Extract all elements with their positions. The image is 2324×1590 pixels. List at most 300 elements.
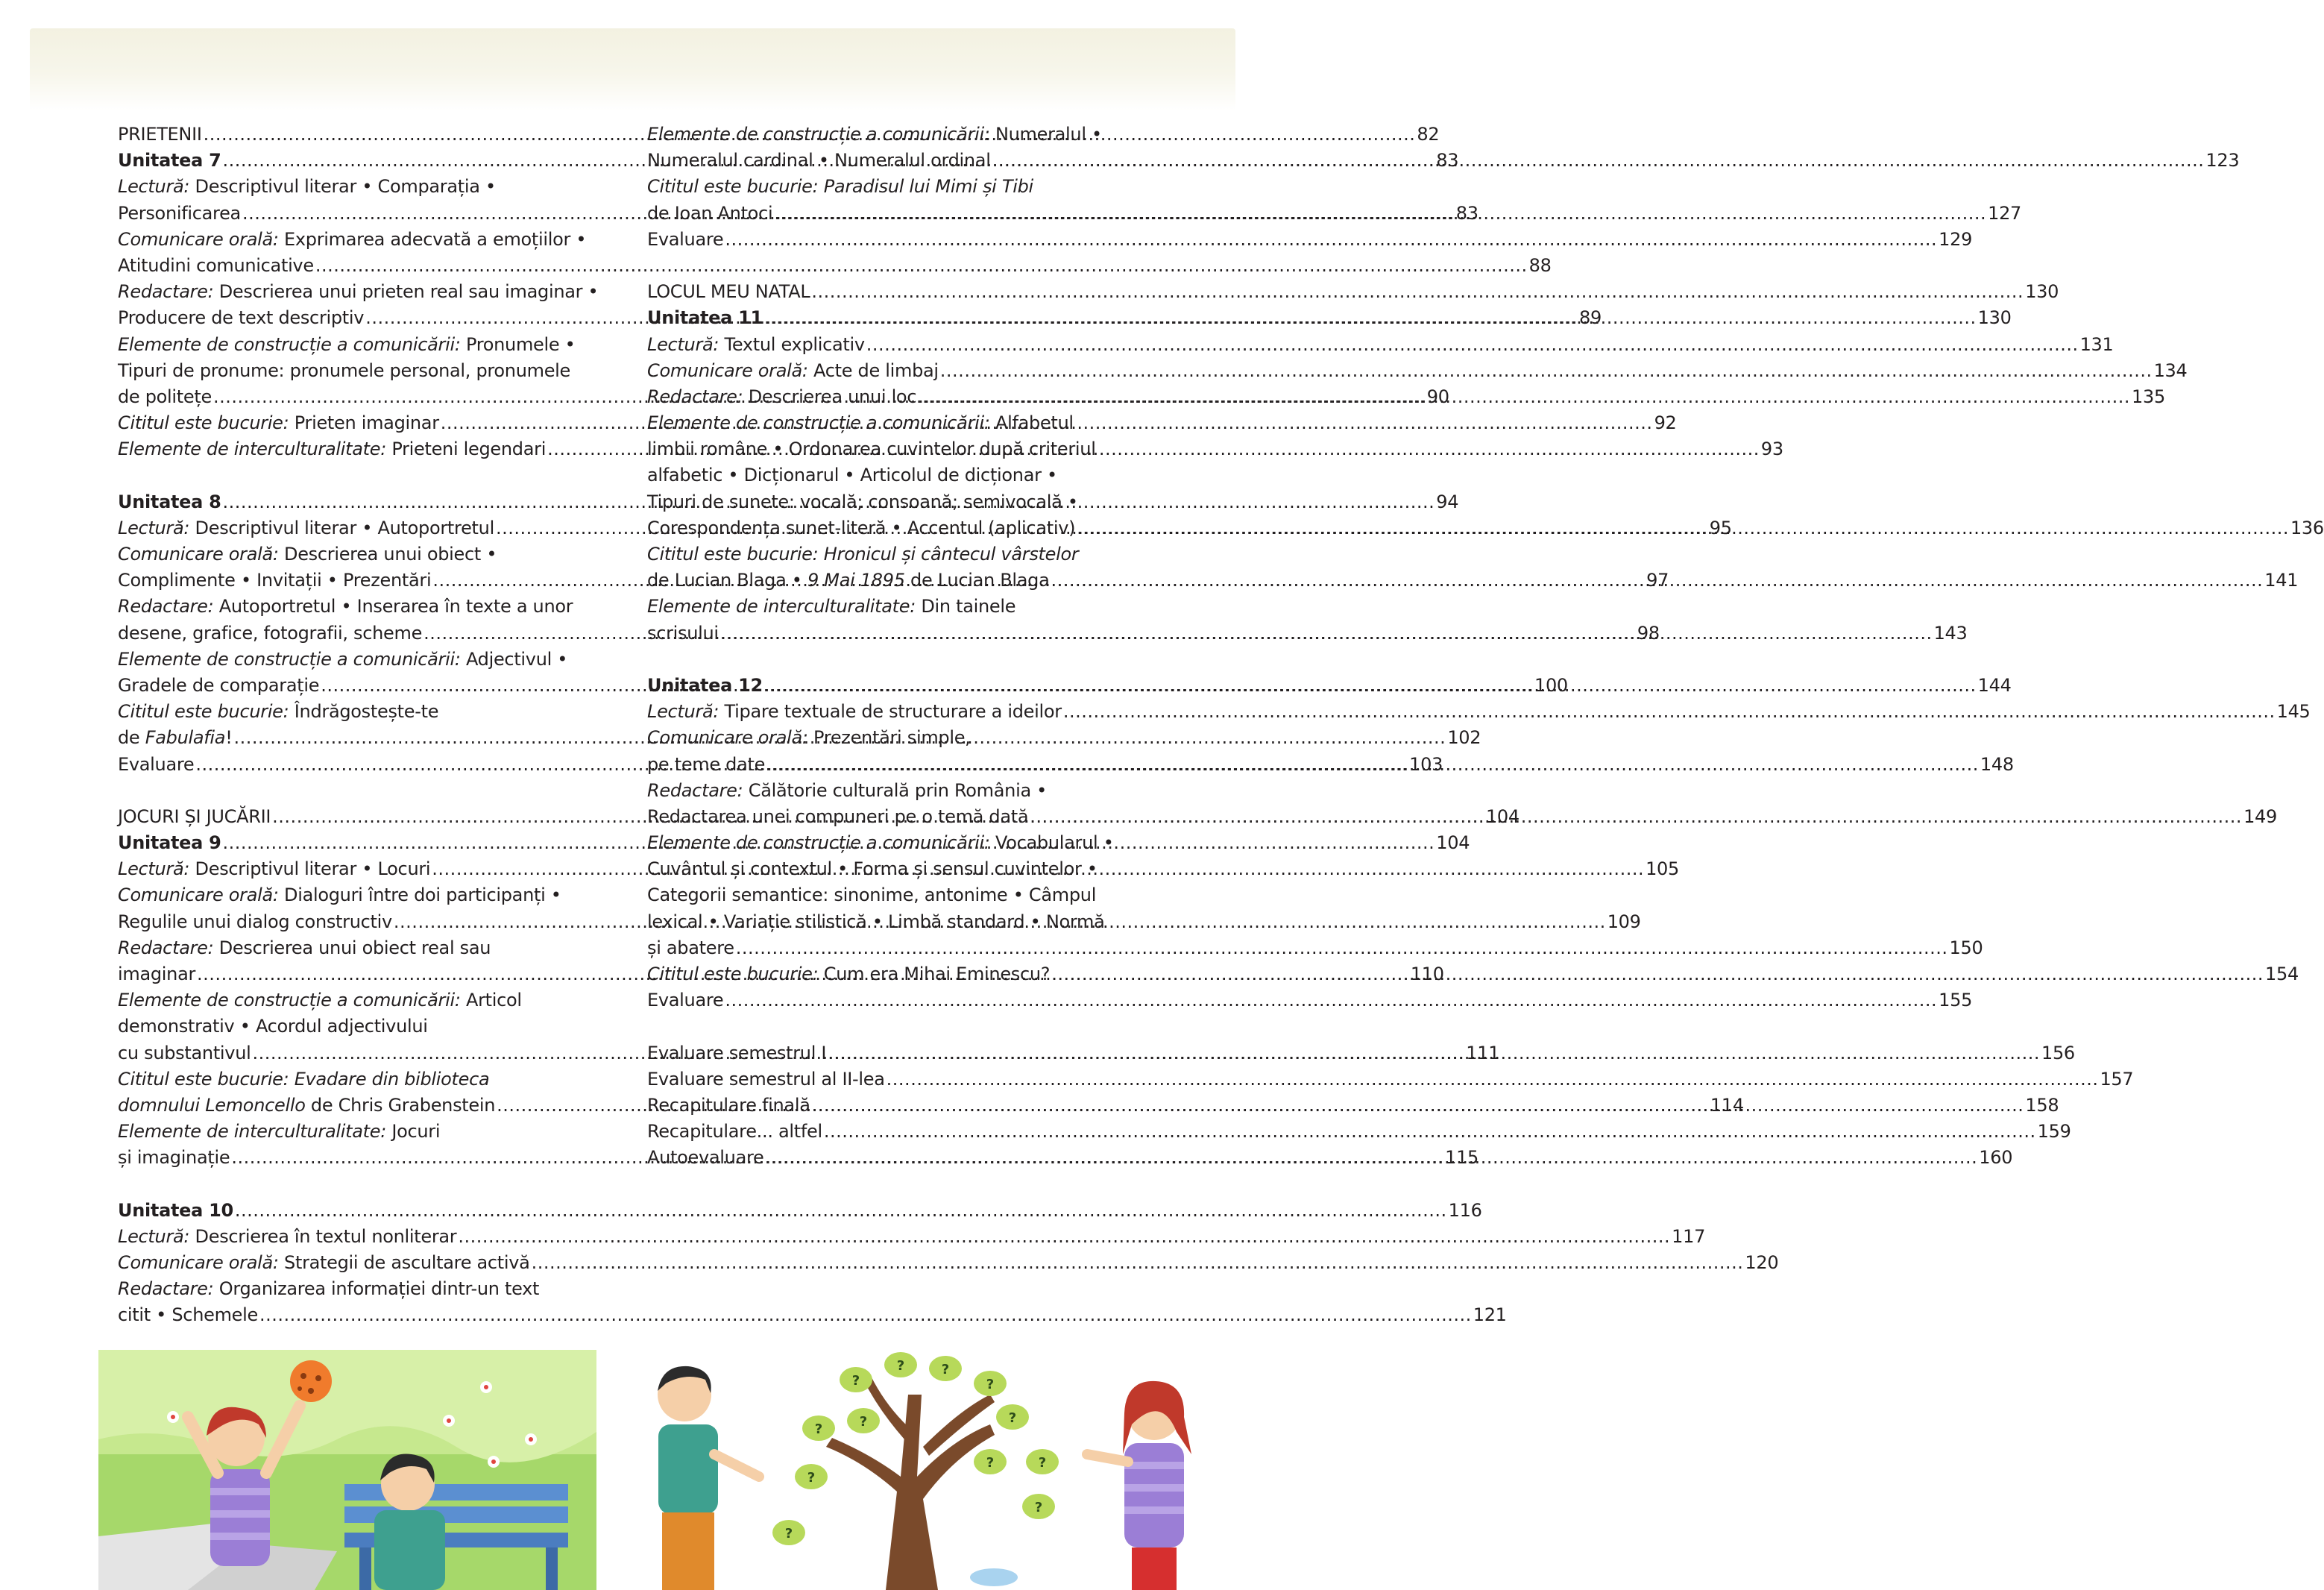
toc-entry xyxy=(647,544,1145,570)
toc-entry xyxy=(118,1121,616,1147)
toc-page-number: 144 xyxy=(1977,674,2012,696)
toc-entry-text xyxy=(118,1069,489,1090)
toc-leader-dots xyxy=(1030,806,2242,827)
toc-text-part: Lectură: xyxy=(118,517,190,538)
toc-entry xyxy=(647,911,1145,937)
svg-text:?: ? xyxy=(859,1414,868,1430)
toc-text-part: Lectură: xyxy=(118,1225,190,1247)
toc-text-part: de xyxy=(118,727,145,749)
toc-entry xyxy=(118,1304,1507,1330)
toc-entry xyxy=(118,360,616,386)
toc-entry-text xyxy=(647,780,1047,801)
toc-text-part: Elemente de construcție a comunicării: xyxy=(118,648,461,670)
toc-entry-text xyxy=(647,1069,885,1090)
toc-entry xyxy=(118,334,616,360)
toc-page-number: 143 xyxy=(1933,622,1968,644)
toc-text-part: Cititul este bucurie: xyxy=(118,701,289,723)
toc-entry xyxy=(647,491,1145,518)
toc-entry-text xyxy=(647,1147,764,1168)
toc-text-part: Articol xyxy=(460,990,522,1011)
toc-page-number: 159 xyxy=(2037,1121,2071,1143)
toc-text-part: Unitatea 9 xyxy=(118,832,221,854)
toc-entry-text xyxy=(647,176,1033,197)
toc-text-part: LOCUL MEU NATAL xyxy=(647,281,810,303)
toc-text-part: Prieteni legendari xyxy=(386,439,547,460)
toc-text-part: Tipuri de pronume: pronumele personal, pronumele xyxy=(118,359,571,381)
toc-entry-text xyxy=(647,334,865,355)
toc-entry-text xyxy=(118,596,573,617)
toc-page-number: 104 xyxy=(1436,832,1470,854)
toc-leader-dots xyxy=(887,1069,2099,1090)
toc-text-part: pe teme date xyxy=(647,753,766,775)
toc-text-part: Redactare: xyxy=(647,386,743,407)
toc-text-part: Comunicare orală: xyxy=(118,1252,279,1274)
svg-text:?: ? xyxy=(851,1373,860,1389)
toc-page-number: 92 xyxy=(1654,412,1677,434)
toc-text-part: Elemente de interculturalitate: xyxy=(118,439,386,460)
toc-page-number: 110 xyxy=(1410,964,1444,984)
toc-text-part: Descrierea unui obiect real sau xyxy=(213,937,491,958)
toc-text-part: Autoevaluare xyxy=(647,1147,764,1169)
toc-page-number: 109 xyxy=(1607,911,1641,932)
toc-text-part: Textul explicativ xyxy=(719,333,865,355)
toc-entry-text xyxy=(118,150,221,171)
toc-entry-text xyxy=(647,544,1078,565)
toc-text-part: Lectură: xyxy=(647,333,719,355)
toc-text-part: cu substantivul xyxy=(118,1042,251,1063)
toc-text-part: Descrierea în textul nonliterar xyxy=(189,1225,457,1247)
toc-entry xyxy=(647,412,1145,439)
toc-page-number: 120 xyxy=(1745,1252,1779,1274)
toc-page-number: 136 xyxy=(2290,517,2324,538)
toc-spacer xyxy=(647,255,1145,281)
toc-leader-dots xyxy=(725,990,1937,1011)
toc-entry-text xyxy=(118,701,438,722)
toc-text-part: Unitatea 7 xyxy=(118,150,221,172)
toc-page-number: 100 xyxy=(1534,674,1568,696)
toc-text-part: Vocabularul • xyxy=(989,832,1114,854)
toc-leader-dots xyxy=(1077,518,2289,538)
toc-leader-dots xyxy=(1051,570,2264,591)
toc-leader-dots xyxy=(766,754,1979,775)
toc-entry-text xyxy=(118,754,194,775)
boy-pointing xyxy=(658,1366,759,1590)
toc-entry-text xyxy=(647,1121,822,1142)
toc-leader-dots xyxy=(1063,701,2276,722)
toc-entry xyxy=(118,1225,1706,1252)
toc-text-part: Categorii semantice: sinonime, antonime • Câmpul xyxy=(647,884,1097,906)
toc-page-number: 158 xyxy=(2025,1094,2059,1116)
toc-entry-text xyxy=(118,911,392,932)
toc-entry xyxy=(647,281,2059,307)
toc-text-part: Jocuri xyxy=(386,1121,441,1143)
toc-text-part: Lectură: xyxy=(118,858,190,880)
toc-entry xyxy=(118,281,616,307)
toc-page-number: 148 xyxy=(1980,753,2014,775)
toc-text-part: Tipare textuale de structurare a ideilor xyxy=(719,701,1062,723)
toc-leader-dots xyxy=(811,281,2024,302)
toc-entry xyxy=(647,1068,2134,1095)
svg-text:?: ? xyxy=(1008,1410,1017,1426)
toc-text-part: Corespondența sunet-literă • Accentul (aplicativ) xyxy=(647,517,1076,538)
toc-text-part: Evaluare semestrul I xyxy=(647,1042,827,1063)
toc-text-part: Descriptivul literar • Comparația • xyxy=(189,176,496,198)
toc-entry xyxy=(118,884,616,911)
toc-text-part: Cuvântul și contextul • Forma și sensul cuvintelor • xyxy=(647,858,1098,880)
toc-text-part: Comunicare orală: xyxy=(118,884,279,906)
toc-text-part: Elemente de construcție a comunicării: xyxy=(647,412,990,434)
toc-entry-text xyxy=(118,203,241,224)
toc-entry-text xyxy=(118,124,202,145)
toc-text-part: de Chris Grabenstein xyxy=(305,1094,496,1116)
toc-entry-text xyxy=(647,307,763,328)
toc-entry-text xyxy=(118,570,431,591)
toc-leader-dots xyxy=(992,150,2205,171)
toc-page-number: 130 xyxy=(1977,307,2012,329)
toc-text-part: Numeralul cardinal • Numeralul ordinal xyxy=(647,150,991,172)
toc-leader-dots xyxy=(940,360,2153,381)
toc-text-part: Comunicare orală: xyxy=(118,544,279,565)
toc-text-part: Evaluare xyxy=(647,228,724,250)
svg-text:?: ? xyxy=(896,1358,905,1374)
toc-leader-dots xyxy=(764,675,1977,696)
children-question-tree-icon xyxy=(640,1350,1206,1590)
toc-entry-text xyxy=(647,570,1050,591)
toc-entry-text xyxy=(118,439,546,459)
svg-text:?: ? xyxy=(1034,1500,1043,1515)
toc-entry-text xyxy=(118,964,195,984)
toc-text-part: alfabetic • Dicționarul • Articolul de dicționar • xyxy=(647,465,1057,486)
toc-page-number: 130 xyxy=(2025,281,2059,303)
toc-entry-text xyxy=(118,1095,495,1116)
toc-entry xyxy=(647,596,1145,622)
toc-page-number: 94 xyxy=(1436,491,1459,512)
toc-leader-dots xyxy=(866,334,2079,355)
toc-entry-text xyxy=(647,858,1098,879)
toc-text-part: Cititul este bucurie: xyxy=(647,964,819,984)
toc-text-part: Evaluare xyxy=(118,753,195,775)
toc-text-part: Alfabetul xyxy=(989,412,1074,434)
toc-text-part: PRIETENII xyxy=(118,124,202,145)
toc-text-part: Evaluare semestrul al II-lea xyxy=(647,1068,885,1090)
toc-entry-text xyxy=(118,176,496,197)
toc-text-part: Redactarea unei compuneri pe o temă dată xyxy=(647,805,1029,827)
svg-text:?: ? xyxy=(941,1362,950,1377)
toc-entry-text xyxy=(118,649,567,670)
toc-entry xyxy=(647,701,2311,727)
toc-entry xyxy=(647,937,1983,964)
toc-entry-text xyxy=(647,465,1057,486)
toc-spacer xyxy=(647,1016,1145,1042)
toc-entry-text xyxy=(118,544,497,565)
svg-text:?: ? xyxy=(986,1377,995,1392)
toc-text-part: Gradele de comparație xyxy=(118,674,320,696)
toc-entry-text xyxy=(118,412,439,433)
toc-text-part: Comunicare orală: xyxy=(647,359,808,381)
top-decorative-band xyxy=(30,28,1235,110)
toc-entry-text xyxy=(647,386,916,407)
toc-page-number: 149 xyxy=(2243,805,2277,827)
toc-entry-text xyxy=(647,623,719,644)
toc-text-part: lexical • Variație stilistică • Limbă standard • Normă xyxy=(647,911,1105,932)
toc-text-part: Acte de limbaj xyxy=(807,359,939,381)
toc-page-number: 154 xyxy=(2265,964,2299,984)
toc-spacer xyxy=(647,649,1145,675)
toc-text-part: demonstrativ • Acordul adjectivului xyxy=(118,1016,428,1037)
toc-entry-text xyxy=(647,439,1096,459)
toc-spacer xyxy=(118,780,616,806)
toc-page-number: 117 xyxy=(1672,1225,1706,1247)
toc-entry-text xyxy=(118,990,522,1011)
toc-text-part: Atitudini comunicative xyxy=(118,254,314,276)
toc-text-part: Exprimarea adecvată a emoțiilor • xyxy=(278,228,587,250)
toc-entry-text xyxy=(118,1016,428,1037)
toc-page-number: 83 xyxy=(1455,202,1479,224)
toc-entry-text xyxy=(118,1147,230,1168)
toc-entry xyxy=(118,229,616,255)
toc-entry-text xyxy=(118,1200,233,1221)
toc-text-part: desene, grafice, fotografii, scheme xyxy=(118,622,423,644)
toc-entry xyxy=(647,832,1145,858)
toc-entry-text xyxy=(118,1278,539,1299)
toc-text-part: Regulile unui dialog constructiv xyxy=(118,911,392,932)
toc-text-part: Unitatea 8 xyxy=(118,491,221,512)
toc-entry-text xyxy=(647,937,734,958)
toc-text-part: Prieten imaginar xyxy=(289,412,439,434)
toc-text-part: Lectură: xyxy=(118,176,190,198)
toc-text-part: și abatere xyxy=(647,937,734,958)
toc-text-part: Recapitulare finală xyxy=(647,1094,810,1116)
toc-text-part: Personificarea xyxy=(118,202,241,224)
toc-text-part: Producere de text descriptiv xyxy=(118,307,365,329)
toc-text-part: citit • Schemele xyxy=(118,1304,258,1326)
toc-text-part: Elemente de construcție a comunicării: xyxy=(647,832,990,854)
toc-page-number: 83 xyxy=(1436,150,1459,172)
toc-text-part: limbii române • Ordonarea cuvintelor după criteriul xyxy=(647,439,1096,460)
toc-text-part: Descriptivul literar • Autoportretul xyxy=(189,517,494,538)
toc-leader-dots xyxy=(259,1304,1472,1325)
toc-page-number: 116 xyxy=(1448,1199,1482,1221)
toc-page-number: 105 xyxy=(1646,858,1679,880)
toc-page-number: 95 xyxy=(1709,517,1732,538)
toc-entry-text xyxy=(647,964,1050,984)
toc-entry xyxy=(647,990,1973,1016)
toc-page-number: 129 xyxy=(1939,228,1973,250)
svg-text:?: ? xyxy=(986,1455,995,1471)
toc-text-part: Evaluare xyxy=(647,990,724,1011)
toc-entry-text xyxy=(118,675,319,696)
toc-text-part: Îndrăgostește-te xyxy=(289,701,439,723)
toc-text-part: Pronumele • xyxy=(460,333,576,355)
toc-text-part: și imaginație xyxy=(118,1147,230,1169)
svg-text:?: ? xyxy=(807,1470,816,1486)
toc-text-part: Unitatea 11 xyxy=(647,307,763,329)
svg-text:?: ? xyxy=(1038,1455,1047,1471)
toc-entry-text xyxy=(118,518,494,538)
toc-entry-text xyxy=(118,1252,530,1273)
toc-entry xyxy=(647,1121,2071,1147)
toc-entry-text xyxy=(647,1095,810,1116)
toc-entry xyxy=(118,176,616,202)
toc-entry-text xyxy=(647,911,1104,932)
toc-entry-text xyxy=(118,727,233,748)
toc-text-part: Din tainele xyxy=(916,596,1016,618)
toc-page-number: 156 xyxy=(2041,1042,2075,1063)
toc-page-number: 93 xyxy=(1760,439,1783,460)
toc-text-part: Dialoguri între doi participanți • xyxy=(278,884,561,906)
toc-text-part: Călătorie culturală prin România • xyxy=(743,779,1048,801)
toc-entry-text xyxy=(118,832,221,853)
toc-page-number: 98 xyxy=(1637,622,1660,644)
toc-entry-text xyxy=(118,1121,440,1142)
toc-text-part: Cititul este bucurie: xyxy=(118,412,289,434)
toc-page-number: 88 xyxy=(1528,254,1552,276)
toc-entry xyxy=(647,176,1145,202)
toc-leader-dots xyxy=(235,1200,1447,1221)
toc-entry-text xyxy=(647,675,763,696)
toc-entry xyxy=(118,701,616,727)
toc-entry-text xyxy=(647,884,1096,905)
toc-text-part: Unitatea 12 xyxy=(647,674,763,696)
toc-page-number: 114 xyxy=(1710,1094,1744,1116)
toc-page-number: 97 xyxy=(1646,570,1669,591)
toc-page-number: 131 xyxy=(2079,333,2114,355)
toc-entry-text xyxy=(118,1043,251,1063)
toc-text-part: scrisului xyxy=(647,622,719,644)
toc-text-part: Descrierea unui prieten real sau imaginar • xyxy=(213,281,599,303)
toc-text-part: Strategii de ascultare activă xyxy=(278,1252,530,1274)
toc-page-number: 160 xyxy=(1979,1147,2013,1169)
toc-page-number: 111 xyxy=(1466,1042,1500,1063)
toc-entry xyxy=(647,780,1145,806)
toc-entry-text xyxy=(647,203,772,224)
toc-entry-text xyxy=(118,806,271,827)
toc-text-part: Descrierea unui loc xyxy=(743,386,917,407)
toc-text-part: Redactare: xyxy=(118,937,214,958)
toc-entry-text xyxy=(647,754,765,775)
toc-entry-text xyxy=(118,334,576,355)
toc-entry xyxy=(118,990,616,1016)
toc-entry-text xyxy=(647,727,971,748)
toc-entry xyxy=(647,858,1145,884)
toc-entry-text xyxy=(647,1043,826,1063)
toc-text-part: Fabulafia xyxy=(145,727,226,749)
toc-text-part: 9 Mai 1895 xyxy=(807,570,905,591)
toc-entry-text xyxy=(647,806,1028,827)
toc-text-part: Redactare: xyxy=(647,779,743,801)
toc-text-part: ! xyxy=(225,727,233,749)
toc-entry-text xyxy=(647,832,1114,853)
toc-spacer xyxy=(118,465,616,491)
toc-leader-dots xyxy=(532,1252,1744,1273)
toc-page-number: 121 xyxy=(1473,1304,1507,1326)
toc-page-number: 127 xyxy=(1988,202,2022,224)
toc-page-number: 104 xyxy=(1485,805,1520,827)
toc-entry xyxy=(118,254,1552,281)
toc-page-number: 150 xyxy=(1949,937,1983,958)
toc-text-part: Tipuri de sunete: vocală; consoană; semivocală • xyxy=(647,491,1078,512)
toc-entry-text xyxy=(647,124,1102,145)
toc-entry xyxy=(647,439,1145,465)
toc-text-part: de Ioan Antoci xyxy=(647,202,773,224)
toc-text-part: Recapitulare... altfel xyxy=(647,1121,822,1143)
toc-entry-text xyxy=(647,360,939,381)
toc-text-part: Descriptivul literar • Locuri xyxy=(189,858,431,880)
toc-entry-text xyxy=(118,386,212,407)
toc-text-part: Organizarea informației dintr-un text xyxy=(213,1278,540,1300)
toc-page-number: 157 xyxy=(2100,1068,2134,1090)
toc-text-part: Redactare: xyxy=(118,1278,214,1300)
toc-entry-text xyxy=(118,281,598,302)
toc-entry-text xyxy=(118,491,221,512)
toc-entry-text xyxy=(647,412,1074,433)
toc-page-number: 90 xyxy=(1426,386,1449,407)
toc-entry-text xyxy=(647,229,723,250)
toc-text-part: Cum era Mihai Eminescu? xyxy=(818,964,1051,984)
toc-text-part: imaginar xyxy=(118,964,196,984)
toc-leader-dots xyxy=(824,1121,2036,1142)
toc-text-part: Redactare: xyxy=(118,596,214,618)
small-cloud xyxy=(970,1568,1018,1586)
toc-entry xyxy=(118,1016,616,1042)
toc-text-part: Prezentări simple, xyxy=(807,727,971,749)
toc-page-number: 82 xyxy=(1417,124,1440,145)
toc-entry-text xyxy=(118,255,314,276)
toc-text-part: Comunicare orală: xyxy=(118,228,279,250)
toc-page-number: 134 xyxy=(2153,359,2188,381)
girl-pointing xyxy=(1087,1381,1191,1590)
toc-text-part: de Lucian Blaga xyxy=(904,570,1050,591)
toc-page-number: 145 xyxy=(2276,701,2311,723)
toc-entry-text xyxy=(118,884,561,905)
toc-text-part: Cititul este bucurie: Hronicul și cântecul vârstelor xyxy=(647,544,1079,565)
toc-entry xyxy=(118,596,616,622)
toc-entry-text xyxy=(647,150,991,171)
toc-page-number: 141 xyxy=(2264,570,2299,591)
toc-leader-dots xyxy=(458,1226,1670,1247)
toc-entry xyxy=(647,465,1145,491)
toc-leader-dots xyxy=(1051,964,2264,984)
toc-text-part: de Lucian Blaga • xyxy=(647,570,807,591)
toc-text-part: Redactare: xyxy=(118,281,214,303)
toc-spacer xyxy=(118,1174,616,1200)
toc-entry-text xyxy=(118,1226,456,1247)
toc-text-part: Descrierea unui obiect • xyxy=(278,544,497,565)
toc-entry xyxy=(118,937,616,964)
svg-text:?: ? xyxy=(814,1421,823,1437)
toc-text-part: Cititul este bucurie: Paradisul lui Mimi și Tibi xyxy=(647,176,1033,198)
toc-text-part: domnului Lemoncello xyxy=(118,1094,306,1116)
toc-leader-dots xyxy=(725,229,1937,250)
toc-leader-dots xyxy=(918,386,2130,407)
toc-entry xyxy=(647,884,1145,911)
toc-page-number: 123 xyxy=(2205,150,2240,172)
toc-entry xyxy=(647,228,1973,255)
toc-leader-dots xyxy=(828,1043,2040,1063)
toc-text-part: Elemente de interculturalitate: xyxy=(647,596,916,618)
toc-entry-text xyxy=(118,858,430,879)
toc-leader-dots xyxy=(774,203,1986,224)
toc-entry xyxy=(118,1069,616,1095)
toc-page-number: 115 xyxy=(1445,1147,1479,1169)
svg-text:?: ? xyxy=(784,1526,793,1542)
ball xyxy=(290,1360,332,1402)
toc-text-part: Autoportretul • Inserarea în texte a unor xyxy=(213,596,573,618)
toc-entry xyxy=(118,649,616,675)
toc-text-part: Lectură: xyxy=(647,701,719,723)
children-playing-ball-icon xyxy=(98,1350,596,1590)
toc-leader-dots xyxy=(766,1147,1978,1168)
